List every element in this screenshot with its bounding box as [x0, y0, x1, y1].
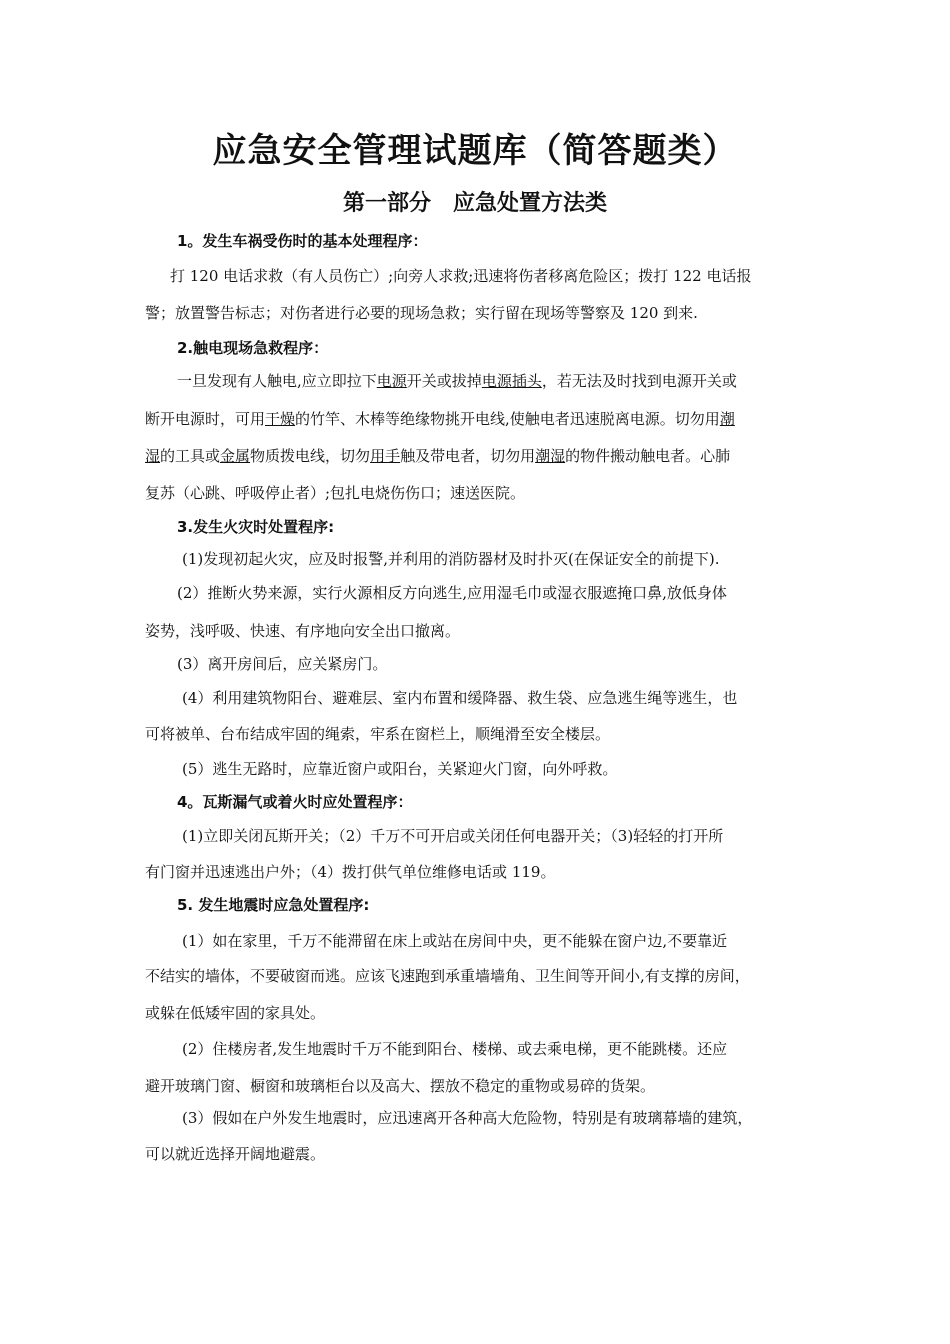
answer-line: (5）逃生无路时，应靠近窗户或阳台，关紧迎火门窗，向外呼救。 [182, 760, 618, 778]
page-title: 应急安全管理试题库（简答题类） [212, 131, 738, 171]
answer-line [145, 445, 815, 467]
text-run: ，若无法及时找到电源开关或 [541, 372, 737, 390]
text-run: 的竹竿、木棒等绝缘物挑开电线,使触电者迅速脱离电源。切勿用 [295, 410, 720, 428]
text-run: 开关或拔掉 [406, 372, 482, 390]
answer-line: 有门窗并迅速逃出户外；（4）拨打供气单位维修电话或 119。 [145, 863, 556, 881]
answer-line: (1）如在家里，千万不能滞留在床上或站在房间中央，更不能躲在窗户边,不要靠近 [182, 932, 728, 950]
question-heading-4: 4。瓦斯漏气或着火时应处置程序： [177, 793, 413, 811]
underlined-term: 潮湿 [535, 447, 566, 465]
question-heading-1: 1。发生车祸受伤时的基本处理程序： [177, 232, 428, 250]
question-heading-3: 3.发生火灾时处置程序: [177, 518, 335, 536]
answer-line: 避开玻璃门窗、橱窗和玻璃柜台以及高大、摆放不稳定的重物或易碎的货架。 [145, 1077, 656, 1095]
text-run: 断开电源时，可用 [145, 410, 266, 428]
underlined-term: 湿 [145, 447, 161, 465]
underlined-term: 金属 [220, 447, 251, 465]
answer-line: 打 120 电话求救（有人员伤亡）;向旁人求救;迅速将伤者移离危险区；拨打 122 电话报 [170, 267, 752, 285]
answer-line: 可将被单、台布结成牢固的绳索，牢系在窗栏上，顺绳滑至安全楼层。 [145, 725, 611, 743]
answer-line: (4）利用建筑物阳台、避难层、室内布置和缓降器、救生袋、应急逃生绳等逃生，也 [182, 689, 738, 707]
answer-line: (3）离开房间后，应关紧房门。 [177, 655, 388, 673]
answer-line: (1)发现初起火灾，应及时报警,并利用的消防器材及时扑灭(在保证安全的前提下). [182, 550, 720, 568]
answer-line [145, 408, 815, 430]
answer-line: (3）假如在户外发生地震时，应迅速离开各种高大危险物，特别是有玻璃幕墙的建筑， [182, 1109, 753, 1127]
answer-line: (2）推断火势来源，实行火源相反方向逃生,应用湿毛巾或湿衣服遮掩口鼻,放低身体 [177, 584, 727, 602]
answer-line: (2）住楼房者,发生地震时千万不能到阳台、楼梯、或去乘电梯，更不能跳楼。还应 [182, 1040, 728, 1058]
section-title: 第一部分 应急处置方法类 [342, 191, 607, 216]
text-run: 一旦发现有人触电,应立即拉下 [177, 372, 377, 390]
text-run: 的物件搬动触电者。心肺 [565, 447, 731, 465]
question-heading-5: 5. 发生地震时应急处置程序: [177, 896, 370, 914]
underlined-term: 用手 [370, 447, 401, 465]
answer-line: 可以就近选择开阔地避震。 [145, 1145, 326, 1163]
underlined-term: 干燥 [265, 410, 296, 428]
answer-line: 复苏（心跳、呼吸停止者）;包扎电烧伤伤口；速送医院。 [145, 484, 526, 502]
question-heading-2: 2.触电现场急救程序： [177, 339, 329, 357]
answer-line [177, 370, 817, 392]
answer-line: 警；放置警告标志；对伤者进行必要的现场急救；实行留在现场等警察及 120 到来. [145, 304, 698, 322]
underlined-term: 电源插头 [481, 372, 542, 390]
answer-line: 或躲在低矮牢固的家具处。 [145, 1004, 326, 1022]
answer-line: 不结实的墙体，不要破窗而逃。应该飞速跑到承重墙墙角、卫生间等开间小,有支撑的房间， [145, 967, 750, 985]
text-run: 的工具或 [160, 447, 221, 465]
underlined-term: 潮 [719, 410, 735, 428]
answer-line: (1)立即关闭瓦斯开关；（2）千万不可开启或关闭任何电器开关；（3)轻轻的打开所 [182, 827, 724, 845]
answer-line: 姿势，浅呼吸、快速、有序地向安全出口撤离。 [145, 622, 461, 640]
text-run: 触及带电者，切勿用 [400, 447, 536, 465]
text-run: 物质拨电线，切勿 [250, 447, 371, 465]
underlined-term: 电源 [376, 372, 407, 390]
